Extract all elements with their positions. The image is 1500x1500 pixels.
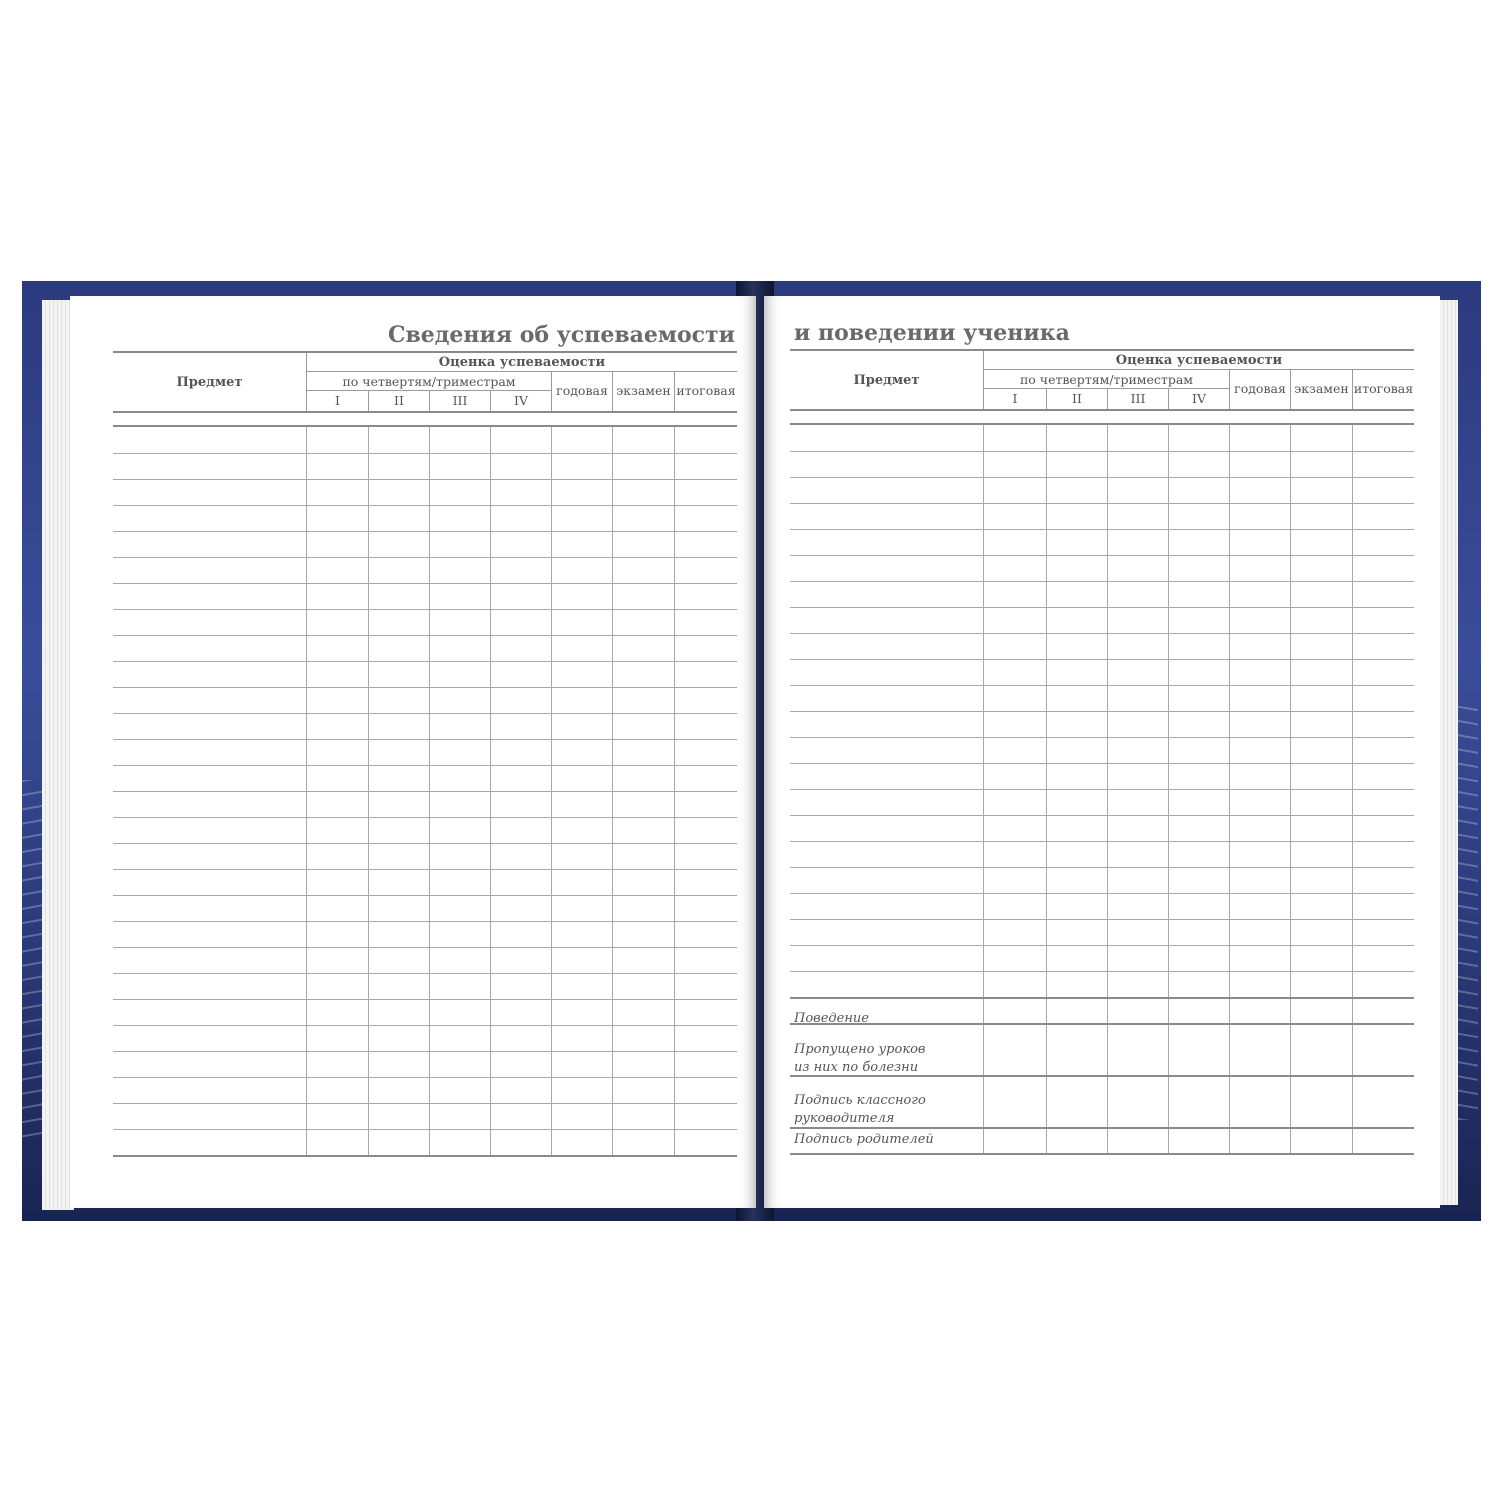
cover-decoration-right	[1458, 700, 1478, 1120]
table-row-line	[113, 843, 737, 844]
grades-header: Оценка успеваемости	[438, 354, 606, 370]
table-row-line	[113, 1025, 737, 1026]
table-row-line	[790, 607, 1414, 608]
left-page	[70, 296, 756, 1208]
table-row-line	[790, 815, 1414, 816]
table-row-line	[113, 999, 737, 1000]
quarter-1: I	[335, 392, 340, 408]
table-row-line	[113, 713, 737, 714]
table-row-line	[113, 1077, 737, 1078]
table-row-line	[790, 685, 1414, 686]
table-row-line	[113, 479, 737, 480]
parents-signature-label: Подпись родителей	[794, 1132, 934, 1147]
table-row-line	[113, 453, 737, 454]
exam-header: экзамен	[616, 383, 671, 398]
table-row-line	[790, 841, 1414, 842]
quarter-4: IV	[514, 392, 528, 408]
table-row-line	[113, 947, 737, 948]
table-row-line	[790, 789, 1414, 790]
table-row-line	[113, 687, 737, 688]
table-row-line	[790, 919, 1414, 920]
teacher-signature-label	[794, 1092, 926, 1128]
table-row-line	[113, 661, 737, 662]
table-row-line	[790, 945, 1414, 946]
grades-table	[790, 349, 1414, 1147]
year-header: годовая	[1234, 381, 1286, 396]
page-title: Сведения об успеваемости	[387, 322, 735, 348]
table-row-line	[113, 791, 737, 792]
table-row-line	[790, 867, 1414, 868]
behavior-label: Поведение	[794, 1011, 869, 1026]
final-header: итоговая	[676, 383, 736, 398]
quarter-1: I	[1012, 390, 1018, 406]
table-row-line	[113, 1051, 737, 1052]
table-row-line	[790, 659, 1414, 660]
table-row-line	[113, 583, 737, 584]
table-row-line	[790, 555, 1414, 556]
table-row-line	[113, 635, 737, 636]
table-row-line	[113, 817, 737, 818]
table-row-line	[790, 737, 1414, 738]
year-header: годовая	[556, 383, 608, 398]
table-header	[113, 351, 737, 413]
table-row-line	[790, 711, 1414, 712]
cover-decoration-left	[22, 780, 42, 1140]
table-row-line	[113, 921, 737, 922]
table-row-line	[113, 1103, 737, 1104]
grades-header: Оценка успеваемости	[1115, 352, 1283, 368]
table-row-line	[790, 529, 1414, 530]
table-row-line	[113, 765, 737, 766]
exam-header: экзамен	[1294, 381, 1349, 396]
quarter-3: III	[1130, 390, 1146, 406]
table-row-line	[113, 869, 737, 870]
table-row-line	[790, 633, 1414, 634]
table-row-line	[113, 557, 737, 558]
table-body	[790, 423, 1414, 1155]
missed-lessons-line-1: Пропущено уроков	[794, 1042, 926, 1057]
teacher-signature-line-2: руководителя	[794, 1111, 895, 1126]
table-body	[113, 425, 737, 1157]
table-row-line	[790, 451, 1414, 452]
missed-lessons-line-2: из них по болезни	[794, 1060, 919, 1075]
table-row-line	[790, 763, 1414, 764]
missed-lessons-label	[794, 1041, 925, 1077]
right-page	[764, 296, 1440, 1208]
table-row-line	[790, 477, 1414, 478]
quarter-2: II	[1072, 390, 1082, 406]
table-row-line	[113, 609, 737, 610]
grades-table	[113, 351, 737, 413]
periods-header: по четвертям/триместрам	[1019, 371, 1194, 387]
periods-header: по четвертям/триместрам	[342, 373, 516, 389]
teacher-signature-line-1: Подпись классного	[794, 1093, 926, 1108]
table-row-line	[790, 893, 1414, 894]
quarter-3: III	[452, 392, 468, 408]
section-divider	[790, 997, 1414, 999]
quarter-4: IV	[1192, 390, 1206, 406]
table-row-line	[113, 1129, 737, 1130]
table-row-line	[790, 581, 1414, 582]
quarter-2: II	[394, 392, 404, 408]
table-row-line	[113, 531, 737, 532]
table-row-line	[113, 505, 737, 506]
page-title: и поведении ученика	[794, 320, 1070, 346]
final-header: итоговая	[1353, 381, 1414, 396]
subject-header: Предмет	[853, 372, 920, 388]
table-row-line	[113, 895, 737, 896]
section-divider	[790, 1023, 1414, 1025]
table-row-line	[790, 971, 1414, 972]
table-row-line	[113, 973, 737, 974]
subject-header: Предмет	[176, 374, 243, 390]
table-row-line	[790, 503, 1414, 504]
table-header	[790, 349, 1414, 411]
table-row-line	[113, 739, 737, 740]
